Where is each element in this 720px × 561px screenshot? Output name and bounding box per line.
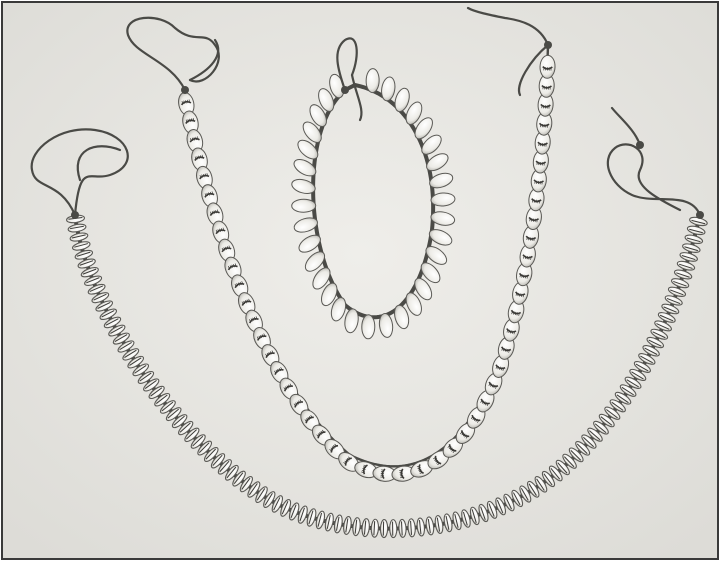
cowrie-shell	[362, 315, 375, 339]
knot	[636, 141, 644, 149]
knot	[544, 41, 552, 49]
cowrie-shell	[380, 519, 388, 537]
cowrie-shell	[366, 68, 380, 92]
cowrie-shell	[398, 519, 406, 537]
cowrie-shell	[540, 55, 556, 79]
knot	[71, 211, 79, 219]
knot	[181, 86, 189, 94]
cowrie-shell	[292, 199, 316, 212]
knot	[341, 86, 349, 94]
cowrie-shell	[390, 520, 397, 538]
knot	[696, 211, 704, 219]
